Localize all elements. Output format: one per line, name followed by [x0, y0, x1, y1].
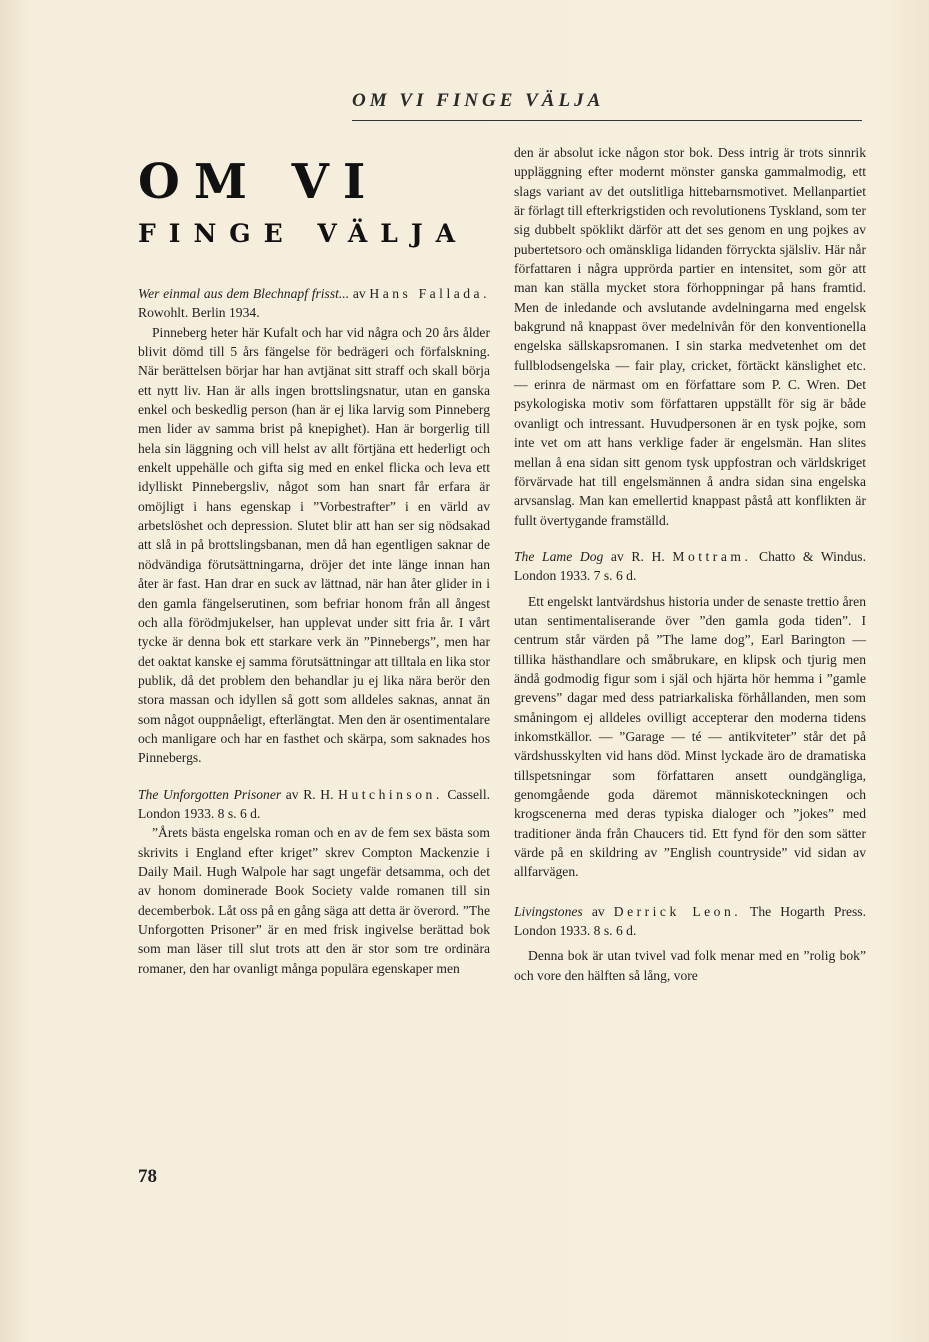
- review-paragraph: Ett engelskt lantvärdshus historia under de senaste trettio åren utan sentimentaliserande över ”den gamla goda tiden”. I centrum står värden på ”The lame dog”, Earl Barington — tillika hästhandlare och småbrukare, en klipsk och tjurig men ändå godmodig figur som i själ och hjärta hör hemma i ”gamle grevens” dagar med dess patriarkaliska förhållanden, men som småningom ej alldeles ovilligt accepterar den moderna tidens inkomstkällor. — ”Garage — té — antikviteter” står det på värdshusskylten vid hans död. Minst lyckade äro de dramatiska tillspetsningar som författaren ansett oundgängliga, genomgående goda däremot människoteckningen och krogscenerna med deras typiska dialoger och ”jokes” med traditioner ända från Chaucers tid. Ett fynd för den som sätter värde på en skildring av ”English countryside” vid sidan av allfarvägen.: [514, 593, 866, 880]
- review-paragraph-continued: den är absolut icke någon stor bok. Dess intrig är trots sinnrik uppläggning efter modernt mönster ganska gammalmodig, ett slags variant av det outslitliga hittebarnsmotivet. Mellanpartiet är förlagt till efterkrigstiden och revolutionens Tyskland, som ter sig dubbelt spöklikt därför att det ses genom en ung pojkes av pubertetsoro och omänskliga lidanden förryckta själsliv. Här når författaren i några upprörda partier en intensitet, som gör att man kan ställa mycket stora förhoppningar på hans framtid. Men de inledande och avslutande avdelningarna med engelsk bakgrund nå knappast över medelnivån för den konventionella engelska sällskapsromanen. I sin starka medvetenhet om det fullblodsengelska — fair play, cricket, förtäckt känslighet etc. — erinra de närmast om en författare som P. C. Wren. Det psykologiska motiv som författaren uppställt för sig är både ovanligt och intressant. Huvudpersonen är en tysk pojke, som inte vet om att hans verklige fader är engelsmän. Han slites mellan å ena sidan sitt genom tysk uppfostran och världskriget förvärvade hat till engelsmännen å andra sidan sina engelska arvsanslag. Man kan emellertid knappast påstå att konflikten är fullt övertygande framställd.: [514, 145, 866, 528]
- author-name: Hans Fallada.: [369, 286, 490, 301]
- reference-by: av: [582, 903, 614, 919]
- publisher-info: Cassell. London 1933. 8 s. 6 d.: [138, 786, 491, 821]
- publisher-info: Chatto & Windus. London 1933. 7 s. 6 d.: [514, 548, 866, 584]
- review-reference: [514, 547, 866, 586]
- page-number: 78: [138, 1166, 157, 1187]
- reference-by: av R. H.: [281, 786, 339, 802]
- author-name: Derrick Leon.: [613, 903, 742, 919]
- running-head: OM VI FINGE VÄLJA: [352, 90, 605, 111]
- author-name: Mottram.: [672, 548, 752, 564]
- article-title-line1: OM VI: [138, 154, 380, 210]
- reference-by: av: [349, 286, 370, 301]
- left-column: [138, 150, 490, 978]
- book-title: The Lame Dog: [514, 548, 604, 564]
- book-title: Wer einmal aus dem Blechnapf frisst...: [138, 286, 350, 301]
- review-reference: [514, 902, 866, 941]
- review-reference: [138, 284, 490, 323]
- review-paragraph: Denna bok är utan tvivel vad folk menar med en ”rolig bok” och vore den hälften så lång, vore: [514, 948, 866, 983]
- review-paragraph: ”Årets bästa engelska roman och en av de fem sex bästa som skrivits i England efter kriget” skrev Compton Mackenzie i Daily Mail. Hugh Walpole har sagt ungefär detsamma, och det av honom dominerade Book Society valde romanen till sin decemberbok. Låt oss på en gång säga att detta är överord. ”The Unforgotten Prisoner” är en med frisk ingivelse berättad bok som man läser till slut trots att den är stor som tre ordinära romaner, den har ovanligt många populära egenskaper men: [138, 825, 490, 976]
- reference-by: av R. H.: [603, 548, 673, 564]
- book-title: Livingstones: [514, 903, 583, 919]
- section-gap: [514, 882, 866, 902]
- section-gap: [514, 530, 866, 547]
- review-reference: [138, 785, 490, 824]
- header-rule: [352, 120, 862, 121]
- section-gap: [138, 768, 490, 785]
- publisher-info: The Hogarth Press. London 1933. 8 s. 6 d.: [514, 903, 866, 939]
- publisher-info: Rowohlt. Berlin 1934.: [138, 305, 260, 321]
- review-paragraph: Pinneberg heter här Kufalt och har vid några och 20 års ålder blivit dömd till 5 års fängelse för bedrägeri och förfalskning. När berättelsen börjar har han avtjänat sitt straff och skall börja ett nytt liv. Han är alls ingen brottslingsnatur, utan en ganska enkel och beskedlig person (han är ej lika larvig som Pinneberg men lider av samma brist på knepighet). Han är borgerlig till hela sin läggning och vill helst av allt förtjäna ett hederligt och enkelt uppehälle och gifta sig med en enkel flicka och leva ett idylliskt Pinnebergsliv, något som han snart får erfara är omöjligt i hans egenskap i ”Vorbestrafter” i en värld av arbetslöshet och depression. Slutet blir att han ser sig nödsakad att slå in på brottslingsbanan, men då han egentligen saknar de nödvändiga förutsättningarna, dröjer det inte länge innan han åter är fast. Han drar en suck av lättnad, när han åter glider in i den gamla fängelserutinen, som befriar honom från all ångest och alla förödmjukelser, han upplevat under sitt fria år. I vårt tycke är denna bok ett starkare verk än ”Pinnebergs”, men har det oaktat kanske ej samma förutsättningar att tilltala en lika stor publik, då det problem den behandlar ju ej lika nära berör den stora massan och idyllen så gott som alldeles saknas, annat än som något ouppnåeligt, efterlängtat. Men den är osentimentalare och manligare och har en fasthet och skärpa, som saknades hos Pinnebergs.: [138, 324, 490, 766]
- article-title-line2: FINGE VÄLJA: [138, 219, 469, 248]
- book-title: The Unforgotten Prisoner: [138, 786, 282, 802]
- right-column: [514, 143, 866, 985]
- author-name: Hutchinson.: [338, 786, 443, 802]
